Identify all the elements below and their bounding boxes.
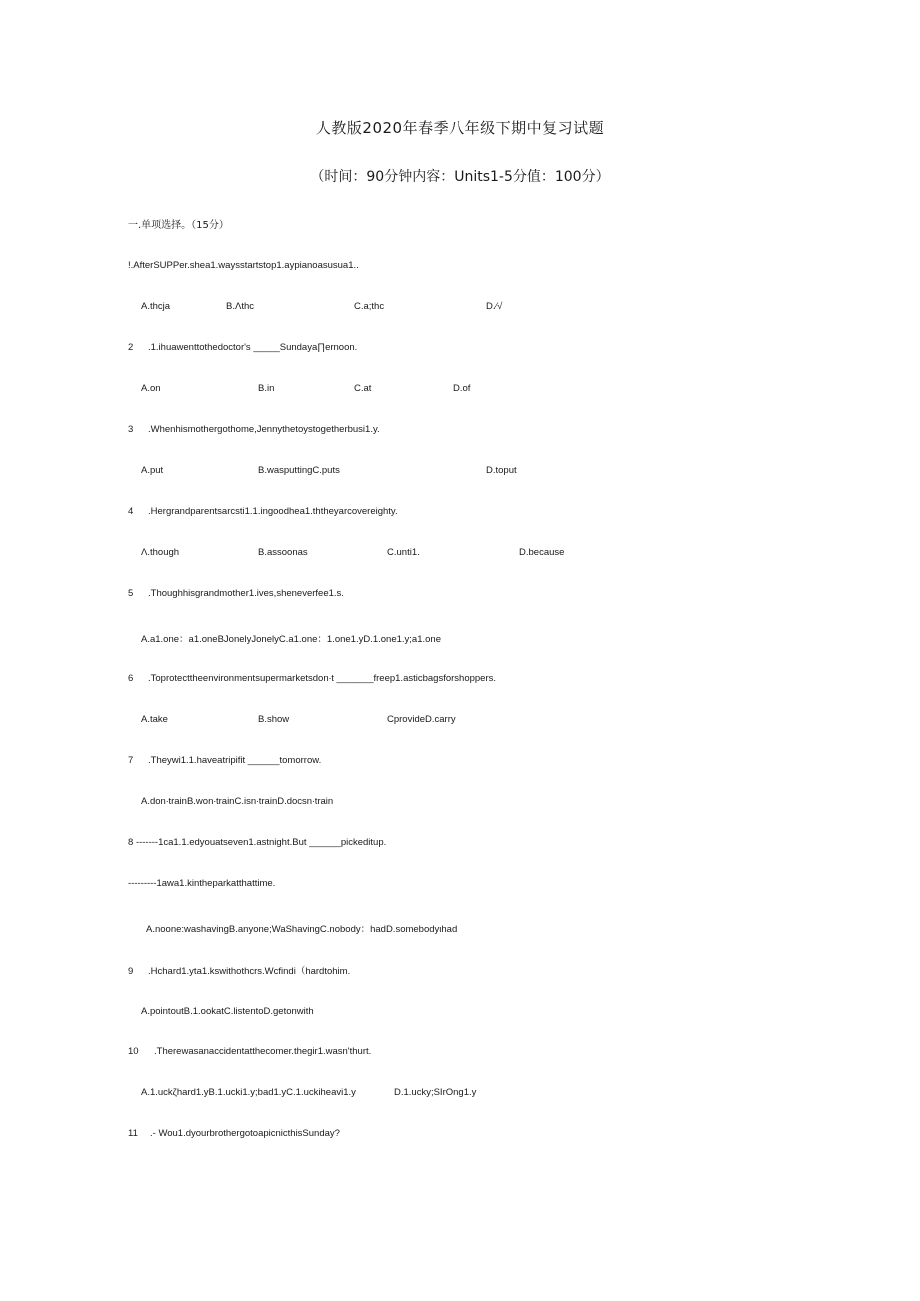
option-bc: B.wasputtingC.puts <box>258 465 340 476</box>
question-text: .1.ihuawenttothedoctor's _____Sundaya∏ernoon. <box>148 342 358 353</box>
options-row: A.a1.one：a1.oneBJonelyJonelyC.a1.one：1.one1.yD.1.one1.y;a1.one <box>141 634 441 645</box>
question-text: .Theywi1.1.haveatripifit ______tomorrow. <box>148 755 322 766</box>
question-stem <box>128 506 398 517</box>
option-b: B.in <box>258 383 275 394</box>
option-d: D.because <box>519 547 565 558</box>
section-heading: 一.单项选择。（15分） <box>128 220 229 231</box>
question-stem <box>128 755 321 766</box>
options-row: A.noone:washavingB.anyone;WaShavingC.nobody：hadD.somebodyιhad <box>146 924 458 935</box>
question-text: .Toprotecttheenvironmentsupermarketsdon∙t _______freep1.asticbagsforshoppers. <box>148 673 497 684</box>
question-text: .Thoughhisgrandmother1.ives,sheneverfee1.s. <box>148 588 344 599</box>
question-text: .Hchard1.yta1.kswithothcrs.Wcfindi（hardtohim. <box>148 966 351 977</box>
question-number: 2 <box>128 342 134 353</box>
option-a: A.on <box>141 383 161 394</box>
options-row: A.pointoutB.1.ookatC.listentoD.getonwith <box>141 1006 314 1017</box>
option-b: B.assoonas <box>258 547 308 558</box>
options-row-abc: A.1.uckζhard1.yB.1.ucki1.y;bad1.yC.1.uckiheavi1.y <box>141 1087 356 1098</box>
option-a: Λ.though <box>141 547 180 558</box>
question-text: .Therewasanaccidentatthecomer.thegir1.wasn'thurt. <box>154 1046 372 1057</box>
question-stem <box>128 963 350 977</box>
question-stem <box>128 1046 371 1057</box>
option-c: C.at <box>354 383 372 394</box>
question-text: ---------1awa1.kintheparkatthattime. <box>128 878 276 889</box>
question-number: 3 <box>128 424 134 435</box>
question-number: 9 <box>128 966 134 977</box>
option-d: D.toput <box>486 465 517 476</box>
question-stem <box>128 342 357 353</box>
question-text: .Hergrandparentsarcsti1.1.ingoodhea1.ththeyarcovereighty. <box>148 506 398 517</box>
options-row: A.don∙trainB.won∙trainC.isn∙trainD.docsn∙train <box>141 796 334 807</box>
option-a: A.put <box>141 465 164 476</box>
option-d: D.∕√ <box>486 301 503 312</box>
question-number: 4 <box>128 506 134 517</box>
question-stem <box>128 1128 340 1139</box>
question-stem-continued <box>128 878 275 889</box>
question-text: .Whenhismothergothome,Jennythetoystogetherbusi1.y. <box>148 424 380 435</box>
question-stem <box>128 424 380 435</box>
page-subtitle: （时间：90分钟内容：Units1-5分值：100分） <box>310 169 610 185</box>
option-c: C.a;thc <box>354 301 385 312</box>
question-stem <box>128 588 344 599</box>
page-title: 人教版2020年春季八年级下期中复习试题 <box>315 119 605 137</box>
option-c: C.unti1. <box>387 547 420 558</box>
option-d: D.1.ucky;SIrOng1.y <box>394 1087 477 1098</box>
option-a: A.thcja <box>141 301 171 312</box>
question-text: -------1ca1.1.edyouatseven1.astnight.But ______pickeditup. <box>135 837 387 848</box>
question-number: 11 <box>128 1128 138 1139</box>
question-stem <box>128 837 386 848</box>
option-d: D.of <box>453 383 471 394</box>
option-b: B.show <box>258 714 290 725</box>
option-b: B.Λthc <box>226 301 254 312</box>
question-stem <box>128 260 359 271</box>
question-number: 10 <box>128 1046 139 1057</box>
question-stem <box>128 673 496 684</box>
question-text: !.AfterSUPPer.shea1.waysstartstop1.aypianoasusua1.. <box>128 260 359 271</box>
question-number: 5 <box>128 588 134 599</box>
question-number: 7 <box>128 755 134 766</box>
question-text: .- Wou1.dyourbrothergotoapicnicthisSunday? <box>150 1128 340 1139</box>
question-number: 6 <box>128 673 134 684</box>
option-a: A.take <box>141 714 168 725</box>
question-number: 8 <box>128 837 134 848</box>
option-cd: CprovideD.carry <box>387 714 456 725</box>
